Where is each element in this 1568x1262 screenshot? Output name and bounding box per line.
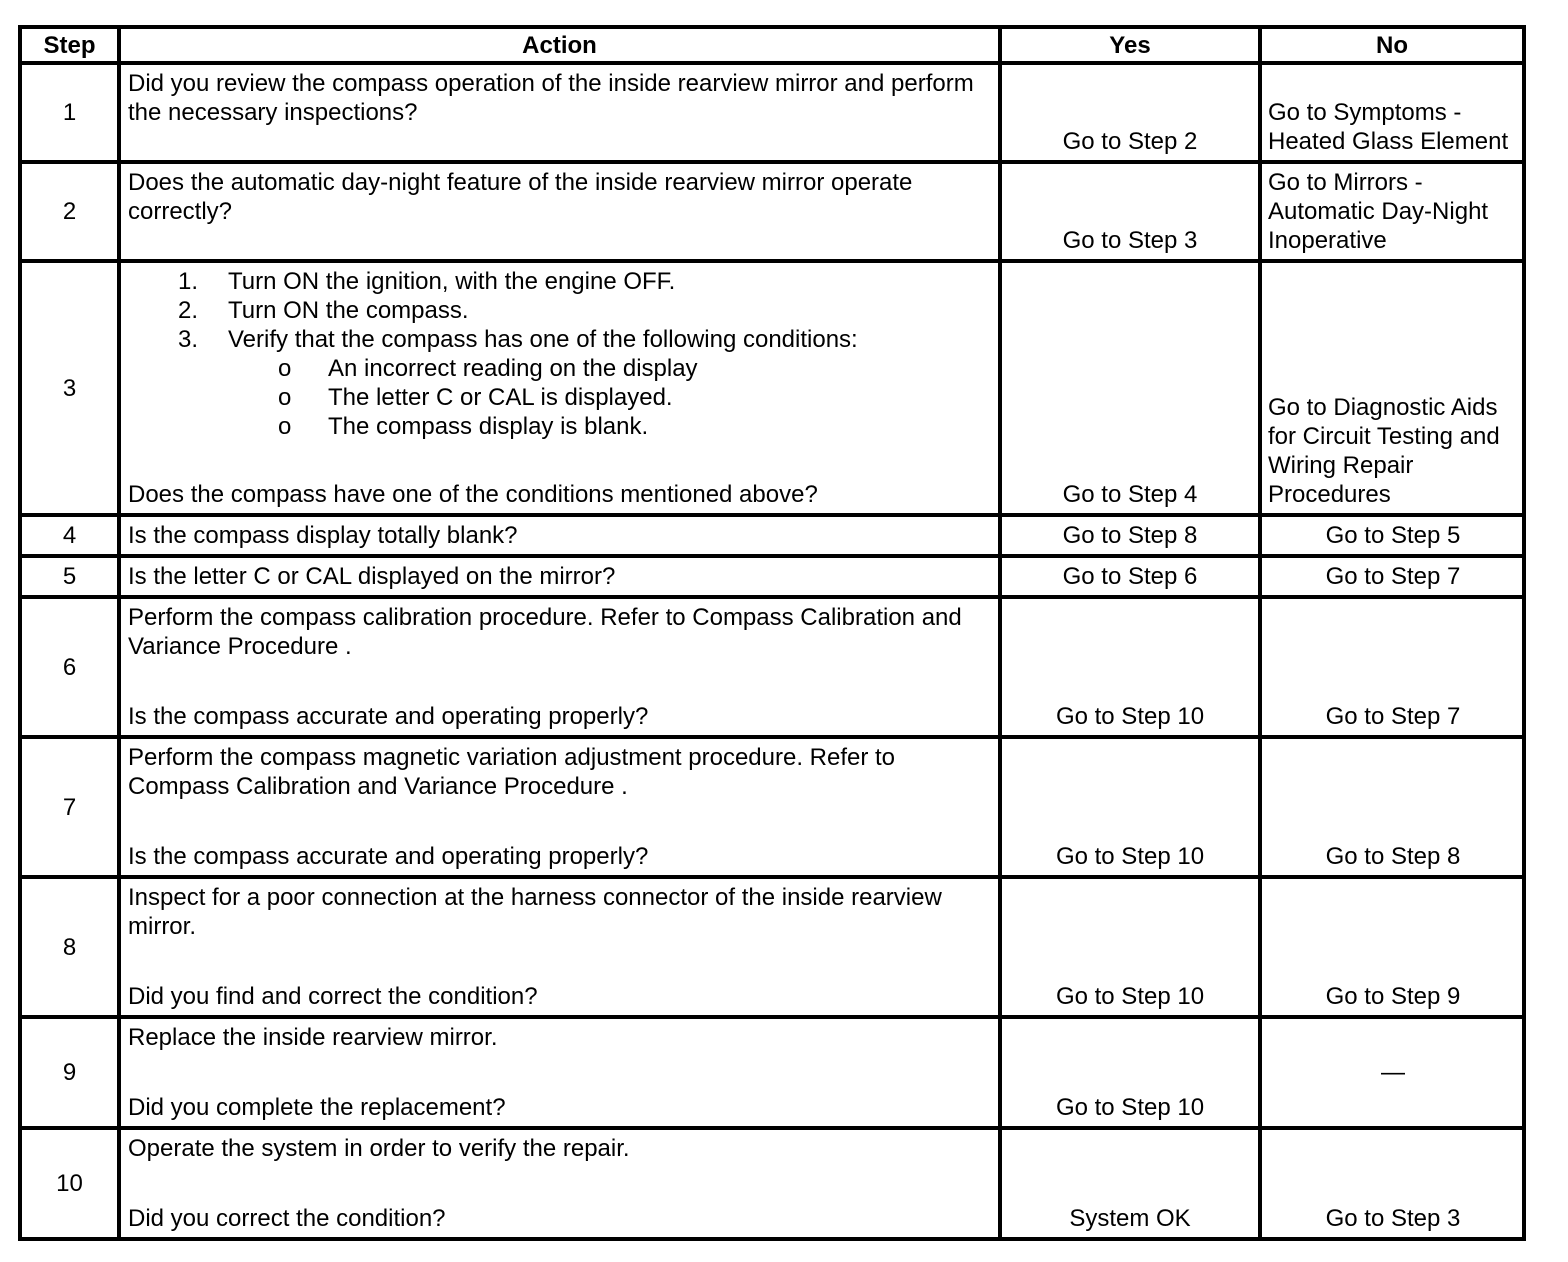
action-text: Did you review the compass operation of the inside rearview mirror and perform the necessary inspections? bbox=[119, 63, 1000, 162]
table-row bbox=[20, 1128, 1524, 1239]
step-number: 8 bbox=[20, 877, 119, 1017]
no-result: Go to Step 7 bbox=[1260, 597, 1524, 737]
step-number: 5 bbox=[20, 556, 119, 597]
action-text: Operate the system in order to verify the repair. bbox=[128, 1135, 630, 1162]
action-text: Is the compass display totally blank? bbox=[119, 515, 1000, 556]
no-result: Go to Symptoms - Heated Glass Element bbox=[1260, 63, 1524, 162]
action-text: Replace the inside rearview mirror. bbox=[128, 1024, 498, 1051]
procedure-list bbox=[128, 267, 992, 354]
action-question: Does the compass have one of the conditions mentioned above? bbox=[128, 481, 818, 508]
no-result: Go to Step 7 bbox=[1260, 556, 1524, 597]
table-row bbox=[20, 261, 1524, 515]
yes-result: Go to Step 10 bbox=[1000, 877, 1260, 1017]
yes-result: Go to Step 10 bbox=[1000, 737, 1260, 877]
table-row bbox=[20, 597, 1524, 737]
action-cell bbox=[119, 1128, 1000, 1239]
action-text: Perform the compass calibration procedure. Refer to Compass Calibration and Variance Procedure . bbox=[128, 604, 962, 660]
header-yes: Yes bbox=[1000, 27, 1260, 63]
step-number: 7 bbox=[20, 737, 119, 877]
step-number: 4 bbox=[20, 515, 119, 556]
sub-list-item: o An incorrect reading on the display bbox=[278, 355, 698, 382]
header-no: No bbox=[1260, 27, 1524, 63]
no-result: Go to Step 8 bbox=[1260, 737, 1524, 877]
yes-result: Go to Step 8 bbox=[1000, 515, 1260, 556]
action-cell bbox=[119, 877, 1000, 1017]
yes-result: Go to Step 3 bbox=[1000, 162, 1260, 261]
header-step: Step bbox=[20, 27, 119, 63]
sub-list-item: o The letter C or CAL is displayed. bbox=[278, 384, 673, 411]
table-row bbox=[20, 556, 1524, 597]
step-number: 9 bbox=[20, 1017, 119, 1128]
no-result: — bbox=[1260, 1017, 1524, 1128]
table-row bbox=[20, 1017, 1524, 1128]
action-question: Is the compass accurate and operating properly? bbox=[128, 703, 649, 730]
diagnostic-table bbox=[18, 25, 1526, 1241]
action-text: Perform the compass magnetic variation adjustment procedure. Refer to Compass Calibration and Variance Procedure . bbox=[128, 744, 896, 800]
action-cell bbox=[119, 737, 1000, 877]
list-item: 3. Verify that the compass has one of the following conditions: bbox=[178, 326, 858, 353]
step-number: 1 bbox=[20, 63, 119, 162]
header-action: Action bbox=[119, 27, 1000, 63]
yes-result: Go to Step 10 bbox=[1000, 1017, 1260, 1128]
action-question: Did you find and correct the condition? bbox=[128, 983, 538, 1010]
header-row bbox=[20, 27, 1524, 63]
action-question: Is the compass accurate and operating properly? bbox=[128, 843, 649, 870]
sub-list-item: o The compass display is blank. bbox=[278, 413, 649, 440]
table-row bbox=[20, 737, 1524, 877]
list-item: 1. Turn ON the ignition, with the engine OFF. bbox=[178, 268, 676, 295]
action-cell bbox=[119, 597, 1000, 737]
step-number: 2 bbox=[20, 162, 119, 261]
no-result: Go to Step 5 bbox=[1260, 515, 1524, 556]
yes-result: Go to Step 10 bbox=[1000, 597, 1260, 737]
table-row bbox=[20, 162, 1524, 261]
action-question: Did you complete the replacement? bbox=[128, 1094, 506, 1121]
table-row bbox=[20, 515, 1524, 556]
list-item: 2. Turn ON the compass. bbox=[178, 297, 469, 324]
yes-result: System OK bbox=[1000, 1128, 1260, 1239]
action-text: Is the letter C or CAL displayed on the mirror? bbox=[119, 556, 1000, 597]
table-row bbox=[20, 877, 1524, 1017]
yes-result: Go to Step 4 bbox=[1000, 261, 1260, 515]
action-text: Inspect for a poor connection at the harness connector of the inside rearview mirror. bbox=[128, 884, 942, 940]
step-number: 3 bbox=[20, 261, 119, 515]
yes-result: Go to Step 6 bbox=[1000, 556, 1260, 597]
step-number: 6 bbox=[20, 597, 119, 737]
action-question: Did you correct the condition? bbox=[128, 1205, 446, 1232]
table-row bbox=[20, 63, 1524, 162]
yes-result: Go to Step 2 bbox=[1000, 63, 1260, 162]
action-cell bbox=[119, 261, 1000, 515]
no-result: Go to Diagnostic Aids for Circuit Testing and Wiring Repair Procedures bbox=[1260, 261, 1524, 515]
action-text: Does the automatic day-night feature of the inside rearview mirror operate correctly? bbox=[119, 162, 1000, 261]
no-result: Go to Step 9 bbox=[1260, 877, 1524, 1017]
no-result: Go to Step 3 bbox=[1260, 1128, 1524, 1239]
action-cell bbox=[119, 1017, 1000, 1128]
step-number: 10 bbox=[20, 1128, 119, 1239]
no-result: Go to Mirrors - Automatic Day-Night Inoperative bbox=[1260, 162, 1524, 261]
